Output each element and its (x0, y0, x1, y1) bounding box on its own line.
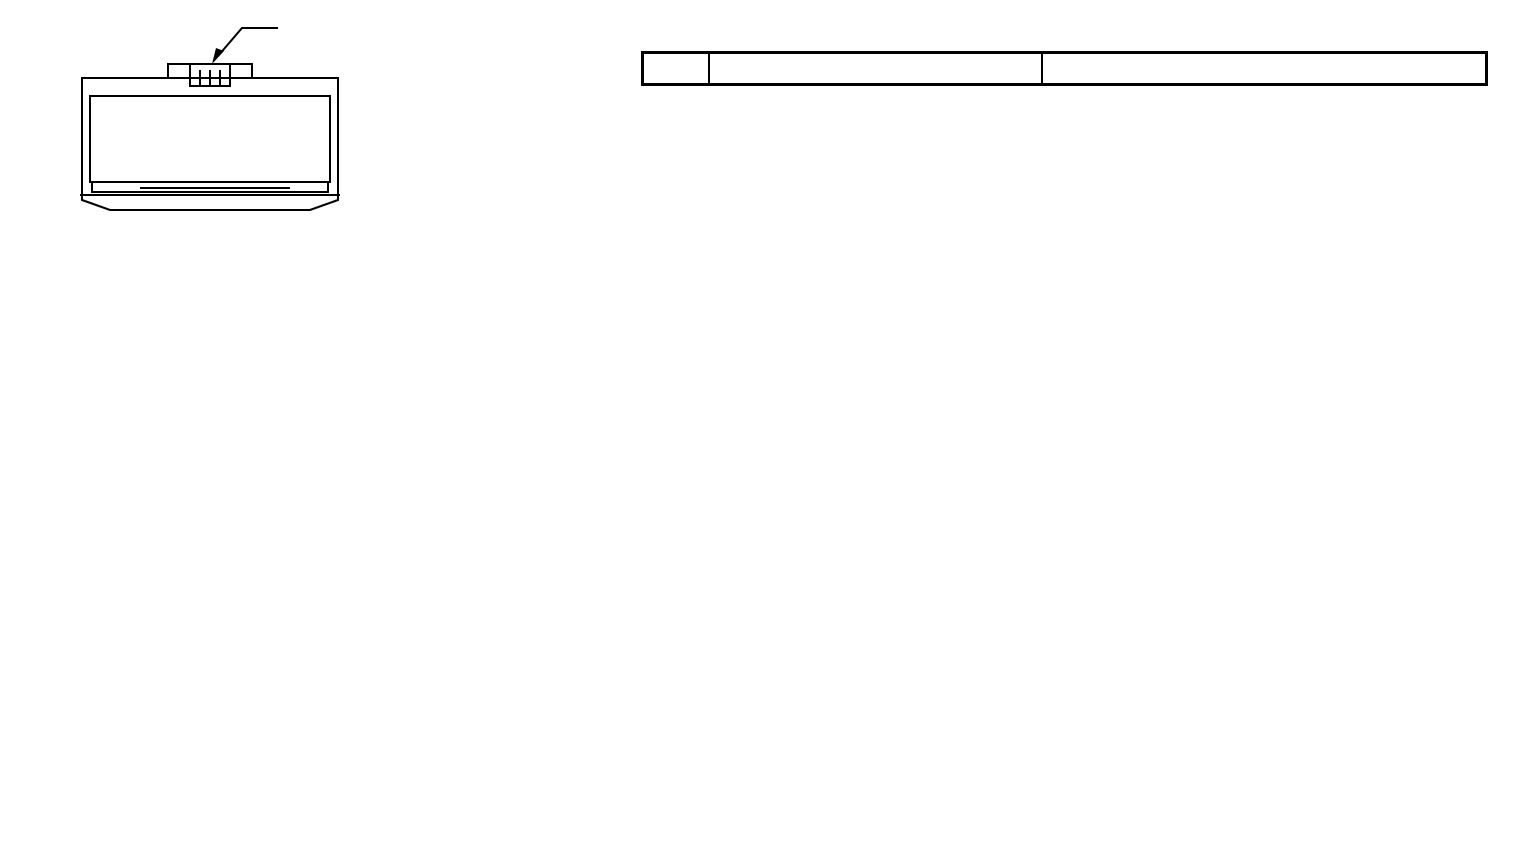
pinout-table (641, 51, 1488, 86)
connector-diagram (0, 0, 420, 300)
callout-leader-line (218, 28, 278, 56)
callout-arrow-icon (212, 48, 224, 64)
header-circuit (709, 53, 1042, 85)
table-header-row (643, 53, 1487, 85)
connector-housing (80, 64, 340, 210)
header-cav (643, 53, 709, 85)
header-function (1042, 53, 1487, 85)
